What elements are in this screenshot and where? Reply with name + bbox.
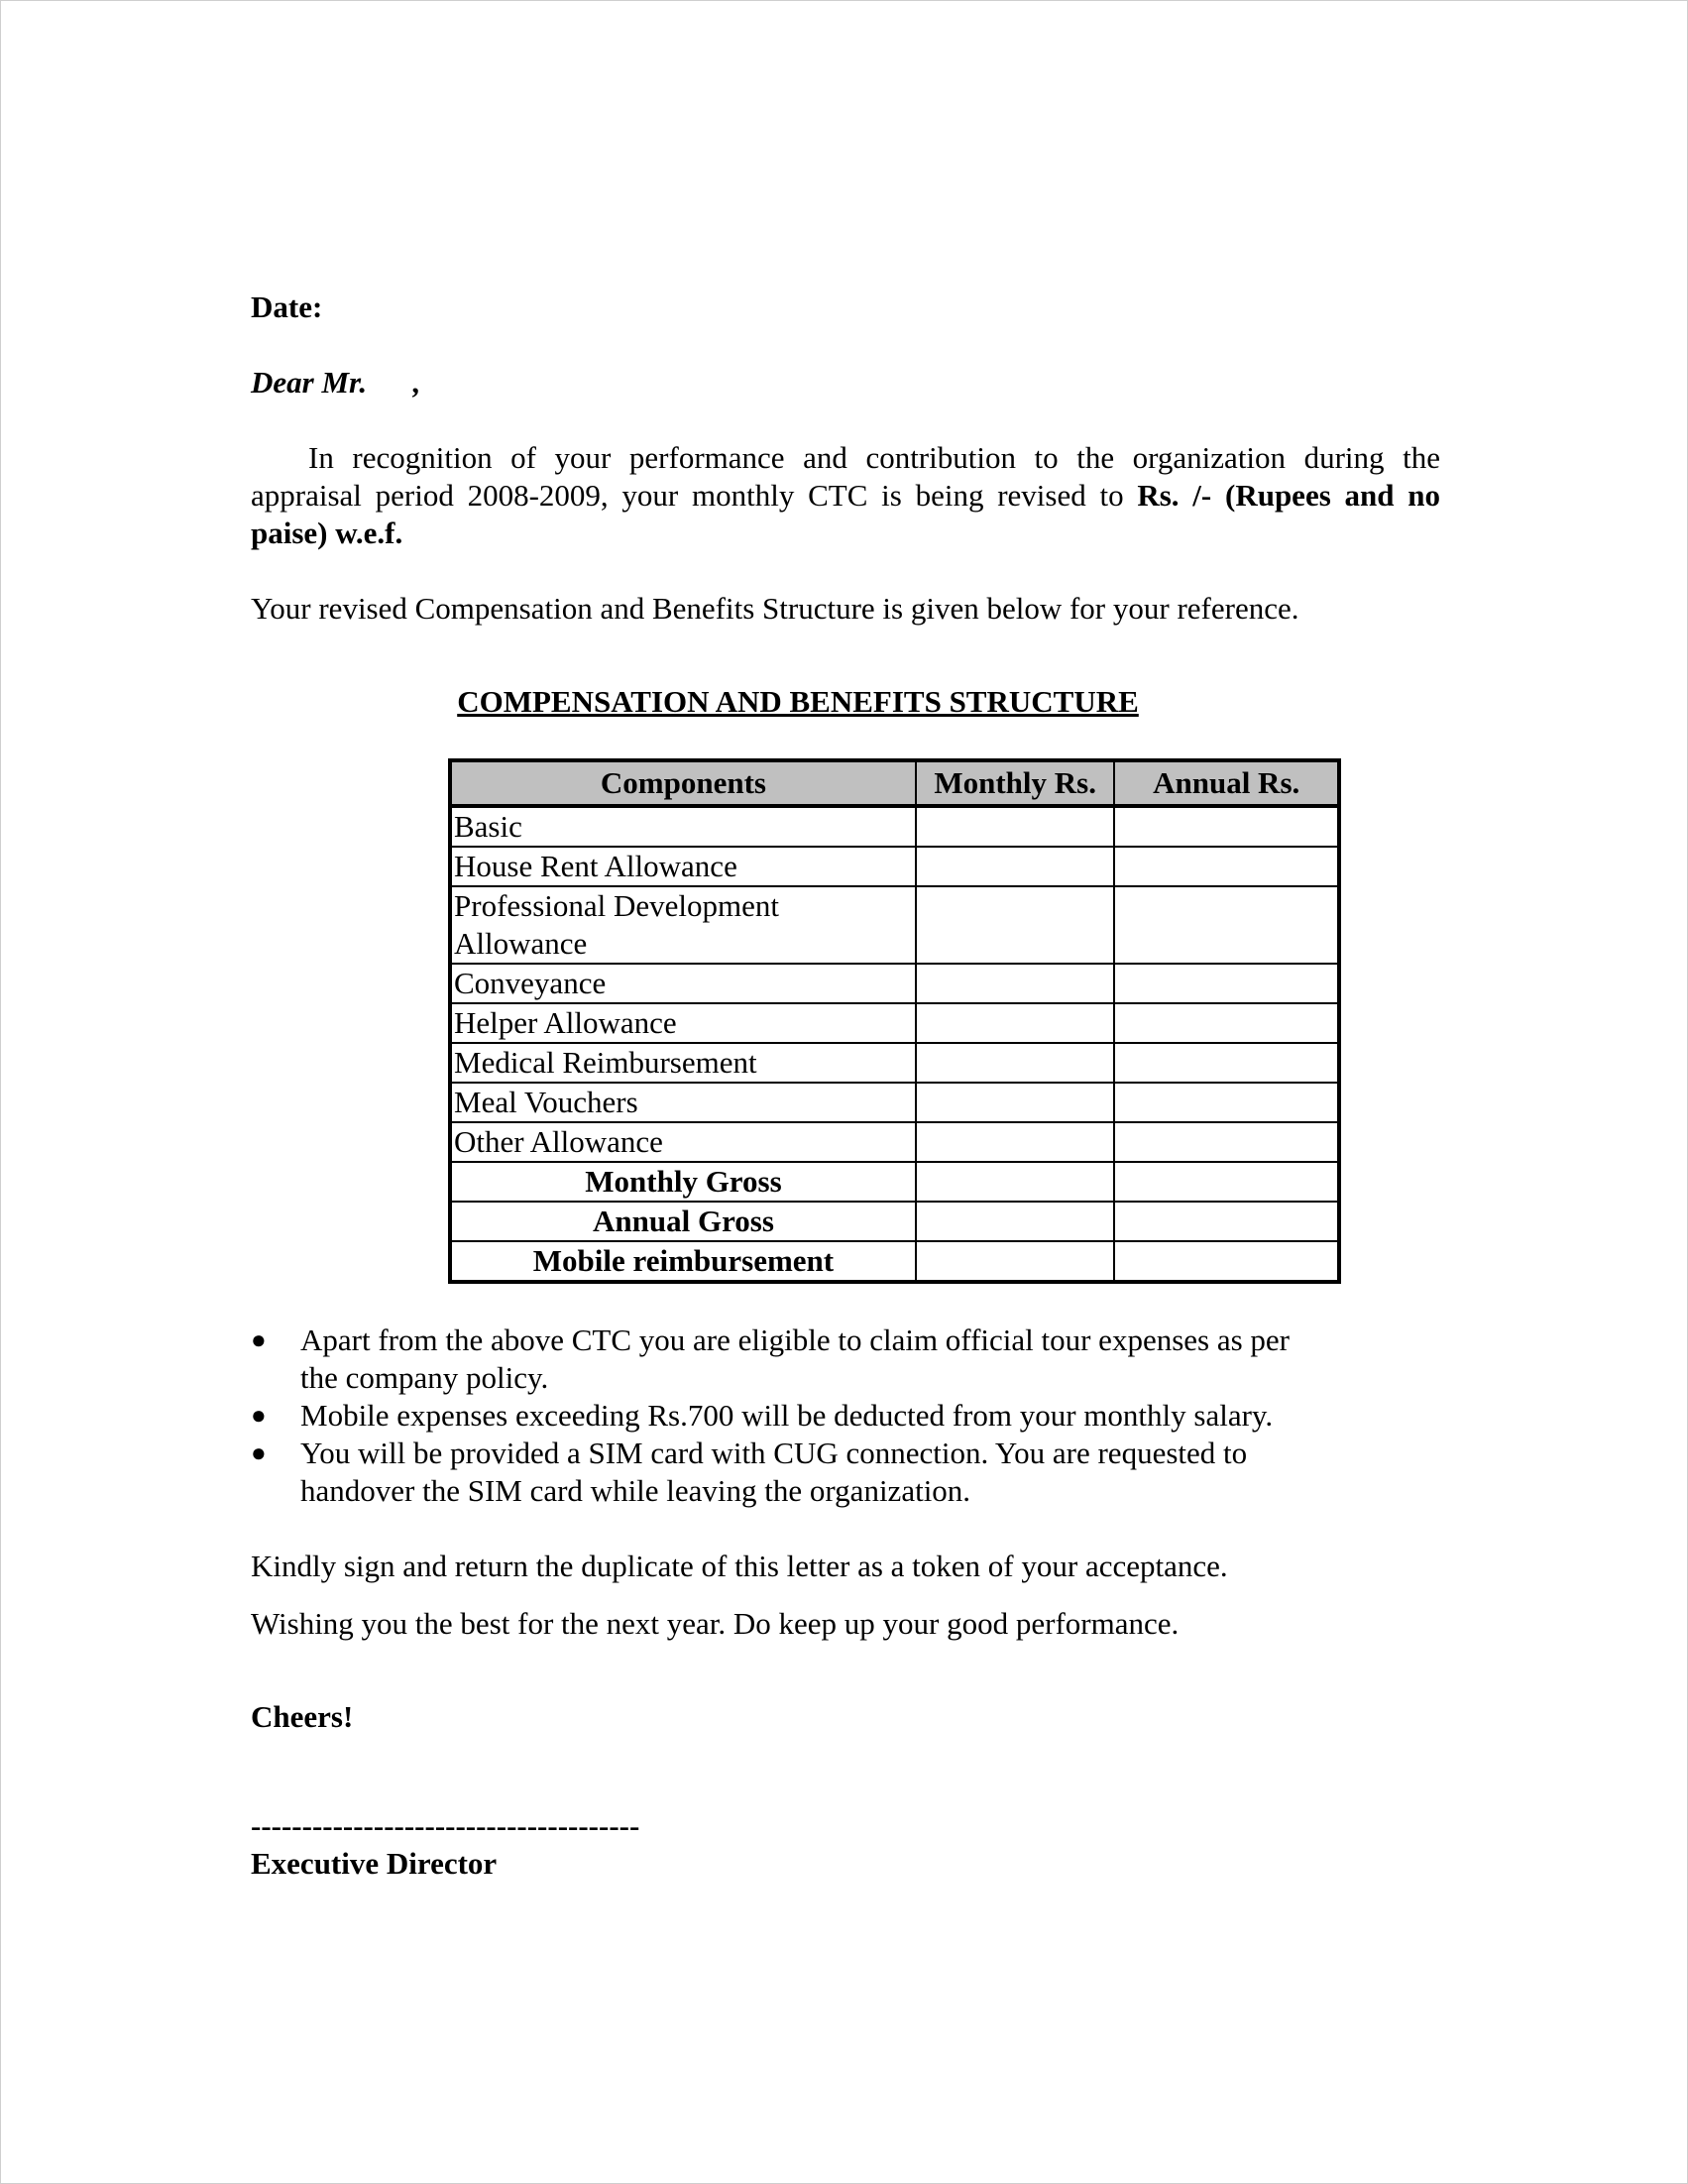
table-title: COMPENSATION AND BENEFITS STRUCTURE: [457, 684, 1139, 719]
letter-body: [251, 288, 1440, 1883]
monthly-cell: [916, 1122, 1114, 1162]
annual-cell: [1114, 1202, 1339, 1241]
bullet-icon: ●: [251, 1325, 267, 1354]
annual-cell: [1114, 806, 1339, 847]
bullet-icon: ●: [251, 1438, 267, 1467]
signature-line: --------------------------------------: [251, 1808, 640, 1843]
component-cell: Other Allowance: [450, 1122, 916, 1162]
table-row: [450, 886, 1339, 964]
note-text: You will be provided a SIM card with CUG connection. You are requested to handover the SIM card while leaving the organization.: [300, 1436, 1248, 1508]
monthly-cell: [916, 886, 1114, 964]
monthly-cell: [916, 1083, 1114, 1122]
total-label-annual-gross: Annual Gross: [450, 1202, 916, 1241]
table-header-row: [450, 760, 1339, 806]
header-monthly: Monthly Rs.: [916, 760, 1114, 806]
total-label-monthly-gross: Monthly Gross: [450, 1162, 916, 1202]
note-text: Apart from the above CTC you are eligible to claim official tour expenses as per the company policy.: [300, 1322, 1290, 1395]
annual-cell: [1114, 1043, 1339, 1083]
table-row: [450, 806, 1339, 847]
table-row: [450, 1043, 1339, 1083]
reference-paragraph: Your revised Compensation and Benefits Structure is given below for your reference.: [251, 591, 1299, 626]
annual-cell: [1114, 1083, 1339, 1122]
monthly-cell: [916, 1043, 1114, 1083]
signatory-title: Executive Director: [251, 1846, 498, 1881]
note-text: Mobile expenses exceeding Rs.700 will be deducted from your monthly salary.: [300, 1398, 1274, 1433]
salutation: Dear Mr. ,: [251, 365, 421, 400]
component-cell: Helper Allowance: [450, 1003, 916, 1043]
total-row: [450, 1202, 1339, 1241]
monthly-cell: [916, 847, 1114, 886]
monthly-cell: [916, 1241, 1114, 1282]
best-wishes: Wishing you the best for the next year. Do keep up your good performance.: [251, 1606, 1180, 1641]
component-cell: Professional Development Allowance: [450, 886, 916, 964]
table-row: [450, 1122, 1339, 1162]
header-annual: Annual Rs.: [1114, 760, 1339, 806]
date-label: Date:: [251, 289, 323, 324]
acceptance-request: Kindly sign and return the duplicate of this letter as a token of your acceptance.: [251, 1549, 1228, 1583]
annual-cell: [1114, 1122, 1339, 1162]
revision-text: In recognition of your performance and contribution to the organization during the appraisal period 2008-2009, your monthly CTC is being revised to: [251, 440, 1440, 513]
list-item: [251, 1322, 1292, 1397]
annual-cell: [1114, 1003, 1339, 1043]
total-row: [450, 1162, 1339, 1202]
table-row: [450, 1003, 1339, 1043]
monthly-cell: [916, 1202, 1114, 1241]
total-row: [450, 1241, 1339, 1282]
header-components: Components: [450, 760, 916, 806]
component-cell: Conveyance: [450, 964, 916, 1003]
table-row: [450, 847, 1339, 886]
annual-cell: [1114, 1162, 1339, 1202]
monthly-cell: [916, 1003, 1114, 1043]
revised-amount: Rs. /- (Rupees and no paise) w.e.f.: [251, 478, 1440, 550]
monthly-cell: [916, 806, 1114, 847]
annual-cell: [1114, 847, 1339, 886]
monthly-cell: [916, 1162, 1114, 1202]
table-row: [450, 1083, 1339, 1122]
revision-paragraph: [251, 439, 1440, 552]
annual-cell: [1114, 964, 1339, 1003]
monthly-cell: [916, 964, 1114, 1003]
annual-cell: [1114, 886, 1339, 964]
cheers: Cheers!: [251, 1699, 354, 1734]
list-item: [251, 1435, 1292, 1510]
component-cell: Medical Reimbursement: [450, 1043, 916, 1083]
annual-cell: [1114, 1241, 1339, 1282]
total-label-mobile-reimbursement: Mobile reimbursement: [450, 1241, 916, 1282]
compensation-table: [448, 758, 1341, 1284]
list-item: [251, 1397, 1292, 1435]
bullet-icon: ●: [251, 1401, 267, 1430]
table-row: [450, 964, 1339, 1003]
component-cell: Meal Vouchers: [450, 1083, 916, 1122]
notes-list: [251, 1322, 1440, 1510]
component-cell: House Rent Allowance: [450, 847, 916, 886]
component-cell: Basic: [450, 806, 916, 847]
